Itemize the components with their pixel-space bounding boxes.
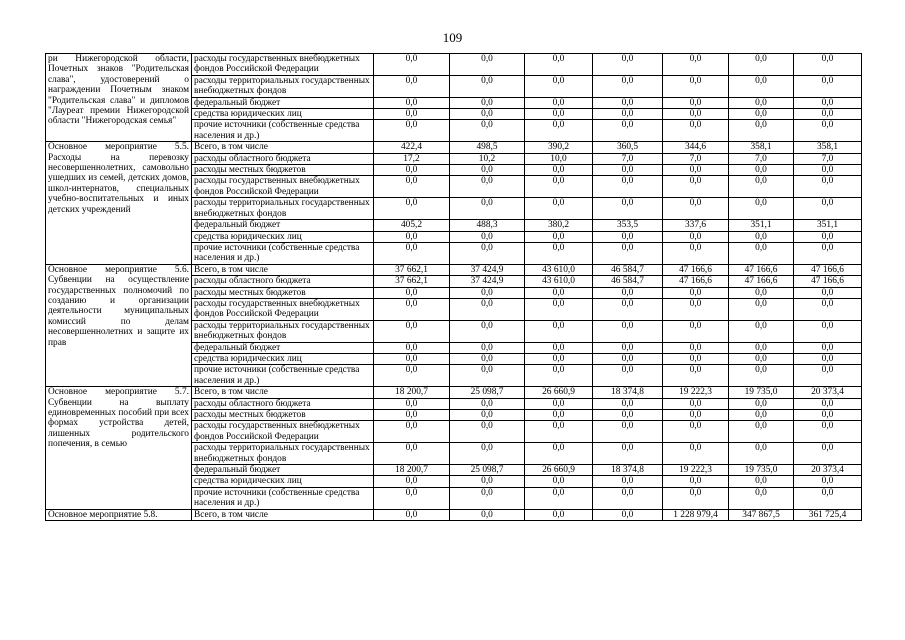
amount-cell: 0,0 (663, 97, 729, 108)
amount-cell: 0,0 (729, 421, 794, 443)
amount-cell: 358,1 (729, 142, 794, 153)
funding-source: средства юридических лиц (192, 109, 374, 120)
amount-cell: 361 725,4 (794, 509, 862, 520)
amount-cell: 360,5 (593, 142, 663, 153)
amount-cell: 0,0 (794, 176, 862, 198)
amount-cell: 0,0 (374, 365, 450, 387)
amount-cell: 0,0 (663, 165, 729, 176)
amount-cell: 7,0 (794, 153, 862, 164)
amount-cell: 0,0 (525, 509, 593, 520)
amount-cell: 19 222,3 (663, 387, 729, 398)
amount-cell: 0,0 (663, 54, 729, 76)
amount-cell: 0,0 (374, 353, 450, 364)
amount-cell: 0,0 (593, 176, 663, 198)
amount-cell: 0,0 (794, 287, 862, 298)
amount-cell: 0,0 (525, 198, 593, 220)
amount-cell: 0,0 (450, 120, 525, 142)
funding-source: расходы областного бюджета (192, 398, 374, 409)
amount-cell: 351,1 (729, 220, 794, 231)
amount-cell: 0,0 (450, 176, 525, 198)
funding-source: прочие источники (собственные средства населения и др.) (192, 242, 374, 264)
amount-cell: 0,0 (374, 398, 450, 409)
amount-cell: 0,0 (525, 231, 593, 242)
amount-cell: 18 200,7 (374, 387, 450, 398)
funding-source: расходы государственных внебюджетных фондов Российской Федерации (192, 421, 374, 443)
amount-cell: 1 228 979,4 (663, 509, 729, 520)
amount-cell: 0,0 (374, 120, 450, 142)
table-row (46, 54, 862, 76)
amount-cell: 337,6 (663, 220, 729, 231)
amount-cell: 0,0 (450, 353, 525, 364)
amount-cell: 0,0 (450, 109, 525, 120)
amount-cell: 0,0 (729, 198, 794, 220)
amount-cell: 0,0 (450, 165, 525, 176)
amount-cell: 0,0 (525, 165, 593, 176)
amount-cell: 0,0 (663, 298, 729, 320)
amount-cell: 0,0 (794, 443, 862, 465)
amount-cell: 0,0 (729, 120, 794, 142)
amount-cell: 26 660,9 (525, 465, 593, 476)
amount-cell: 0,0 (450, 54, 525, 76)
amount-cell: 0,0 (729, 487, 794, 509)
activity-description: Основное мероприятие 5.8. (46, 509, 192, 520)
amount-cell: 0,0 (525, 398, 593, 409)
amount-cell: 0,0 (450, 298, 525, 320)
table-row (46, 387, 862, 398)
amount-cell: 0,0 (663, 487, 729, 509)
amount-cell: 0,0 (794, 398, 862, 409)
amount-cell: 0,0 (450, 421, 525, 443)
amount-cell: 25 098,7 (450, 465, 525, 476)
amount-cell: 0,0 (525, 120, 593, 142)
amount-cell: 0,0 (450, 75, 525, 97)
amount-cell: 0,0 (729, 176, 794, 198)
amount-cell: 0,0 (663, 365, 729, 387)
amount-cell: 0,0 (525, 242, 593, 264)
amount-cell: 0,0 (663, 198, 729, 220)
amount-cell: 0,0 (525, 97, 593, 108)
amount-cell: 0,0 (525, 75, 593, 97)
amount-cell: 0,0 (374, 487, 450, 509)
amount-cell: 0,0 (729, 443, 794, 465)
amount-cell: 0,0 (663, 443, 729, 465)
amount-cell: 37 662,1 (374, 264, 450, 275)
amount-cell: 0,0 (794, 476, 862, 487)
amount-cell: 0,0 (525, 421, 593, 443)
funding-source: прочие источники (собственные средства населения и др.) (192, 120, 374, 142)
amount-cell: 0,0 (593, 320, 663, 342)
amount-cell: 0,0 (593, 365, 663, 387)
amount-cell: 0,0 (593, 287, 663, 298)
amount-cell: 0,0 (593, 443, 663, 465)
amount-cell: 0,0 (794, 365, 862, 387)
amount-cell: 0,0 (729, 97, 794, 108)
activity-description: ри Нижегородской области, Почетных знаков "Родительская слава", удостоверений о награждении Почетным знаком "Родительская слава" и дипломов "Лауреат премии Нижегородской области "Нижегородская семья" (46, 54, 192, 142)
table-row (46, 142, 862, 153)
amount-cell: 0,0 (374, 97, 450, 108)
amount-cell: 405,2 (374, 220, 450, 231)
amount-cell: 0,0 (794, 320, 862, 342)
amount-cell: 18 374,8 (593, 387, 663, 398)
amount-cell: 0,0 (663, 120, 729, 142)
amount-cell: 0,0 (729, 353, 794, 364)
funding-source: расходы государственных внебюджетных фондов Российской Федерации (192, 298, 374, 320)
amount-cell: 422,4 (374, 142, 450, 153)
amount-cell: 0,0 (729, 476, 794, 487)
amount-cell: 0,0 (593, 476, 663, 487)
amount-cell: 0,0 (525, 365, 593, 387)
amount-cell: 47 166,6 (663, 276, 729, 287)
funding-source: расходы территориальных государственных внебюджетных фондов (192, 320, 374, 342)
funding-source: расходы государственных внебюджетных фондов Российской Федерации (192, 176, 374, 198)
amount-cell: 0,0 (374, 242, 450, 264)
amount-cell: 0,0 (450, 443, 525, 465)
amount-cell: 43 610,0 (525, 276, 593, 287)
amount-cell: 0,0 (374, 54, 450, 76)
amount-cell: 0,0 (374, 176, 450, 198)
amount-cell: 0,0 (663, 342, 729, 353)
table-row (46, 264, 862, 275)
amount-cell: 0,0 (450, 476, 525, 487)
funding-source: расходы местных бюджетов (192, 165, 374, 176)
amount-cell: 0,0 (450, 509, 525, 520)
amount-cell: 0,0 (794, 298, 862, 320)
amount-cell: 380,2 (525, 220, 593, 231)
amount-cell: 0,0 (593, 75, 663, 97)
activity-description: Основное мероприятие 5.6. Субвенции на осуществление государственных полномочий по созданию и организации деятельности муниципальных комиссий по делам несовершеннолетних и защите их прав (46, 264, 192, 386)
amount-cell: 0,0 (525, 476, 593, 487)
amount-cell: 0,0 (525, 298, 593, 320)
amount-cell: 0,0 (450, 365, 525, 387)
amount-cell: 0,0 (525, 109, 593, 120)
amount-cell: 0,0 (374, 109, 450, 120)
funding-source: федеральный бюджет (192, 220, 374, 231)
funding-source: расходы областного бюджета (192, 276, 374, 287)
amount-cell: 0,0 (794, 75, 862, 97)
funding-source: федеральный бюджет (192, 342, 374, 353)
amount-cell: 0,0 (663, 75, 729, 97)
amount-cell: 0,0 (794, 198, 862, 220)
funding-source: расходы территориальных государственных внебюджетных фондов (192, 75, 374, 97)
amount-cell: 0,0 (729, 410, 794, 421)
funding-source: расходы территориальных государственных внебюджетных фондов (192, 198, 374, 220)
amount-cell: 0,0 (729, 109, 794, 120)
amount-cell: 0,0 (593, 353, 663, 364)
amount-cell: 10,0 (525, 153, 593, 164)
funding-source: расходы областного бюджета (192, 153, 374, 164)
funding-source: Всего, в том числе (192, 509, 374, 520)
amount-cell: 0,0 (374, 421, 450, 443)
funding-source: средства юридических лиц (192, 476, 374, 487)
amount-cell: 0,0 (729, 298, 794, 320)
amount-cell: 0,0 (593, 242, 663, 264)
amount-cell: 0,0 (374, 198, 450, 220)
funding-source: прочие источники (собственные средства населения и др.) (192, 365, 374, 387)
amount-cell: 351,1 (794, 220, 862, 231)
amount-cell: 0,0 (663, 109, 729, 120)
amount-cell: 0,0 (374, 443, 450, 465)
amount-cell: 0,0 (525, 410, 593, 421)
amount-cell: 0,0 (794, 109, 862, 120)
amount-cell: 0,0 (663, 320, 729, 342)
amount-cell: 0,0 (525, 320, 593, 342)
amount-cell: 358,1 (794, 142, 862, 153)
amount-cell: 0,0 (729, 320, 794, 342)
funding-source: средства юридических лиц (192, 353, 374, 364)
amount-cell: 0,0 (663, 242, 729, 264)
amount-cell: 46 584,7 (593, 276, 663, 287)
amount-cell: 37 424,9 (450, 276, 525, 287)
amount-cell: 0,0 (794, 242, 862, 264)
amount-cell: 0,0 (450, 287, 525, 298)
page-number: 109 (442, 30, 463, 45)
amount-cell: 0,0 (525, 487, 593, 509)
amount-cell: 47 166,6 (729, 276, 794, 287)
amount-cell: 17,2 (374, 153, 450, 164)
amount-cell: 0,0 (663, 353, 729, 364)
amount-cell: 0,0 (450, 231, 525, 242)
amount-cell: 0,0 (593, 410, 663, 421)
amount-cell: 0,0 (794, 410, 862, 421)
amount-cell: 19 735,0 (729, 465, 794, 476)
amount-cell: 0,0 (593, 509, 663, 520)
funding-source: Всего, в том числе (192, 142, 374, 153)
funding-source: прочие источники (собственные средства населения и др.) (192, 487, 374, 509)
amount-cell: 0,0 (663, 287, 729, 298)
amount-cell: 0,0 (525, 54, 593, 76)
amount-cell: 0,0 (450, 342, 525, 353)
amount-cell: 0,0 (729, 231, 794, 242)
amount-cell: 0,0 (794, 353, 862, 364)
amount-cell: 47 166,6 (794, 276, 862, 287)
amount-cell: 0,0 (525, 443, 593, 465)
amount-cell: 19 735,0 (729, 387, 794, 398)
amount-cell: 0,0 (374, 75, 450, 97)
amount-cell: 0,0 (794, 342, 862, 353)
amount-cell: 0,0 (794, 165, 862, 176)
amount-cell: 0,0 (374, 298, 450, 320)
amount-cell: 0,0 (729, 165, 794, 176)
amount-cell: 18 200,7 (374, 465, 450, 476)
amount-cell: 0,0 (663, 176, 729, 198)
amount-cell: 0,0 (593, 487, 663, 509)
amount-cell: 0,0 (450, 410, 525, 421)
amount-cell: 19 222,3 (663, 465, 729, 476)
amount-cell: 0,0 (729, 54, 794, 76)
amount-cell: 47 166,6 (794, 264, 862, 275)
amount-cell: 0,0 (593, 165, 663, 176)
amount-cell: 0,0 (450, 320, 525, 342)
amount-cell: 25 098,7 (450, 387, 525, 398)
amount-cell: 0,0 (794, 231, 862, 242)
funding-source: расходы местных бюджетов (192, 410, 374, 421)
amount-cell: 47 166,6 (663, 264, 729, 275)
amount-cell: 0,0 (593, 231, 663, 242)
amount-cell: 10,2 (450, 153, 525, 164)
amount-cell: 0,0 (525, 342, 593, 353)
amount-cell: 0,0 (593, 342, 663, 353)
amount-cell: 43 610,0 (525, 264, 593, 275)
amount-cell: 0,0 (374, 231, 450, 242)
amount-cell: 0,0 (593, 398, 663, 409)
amount-cell: 0,0 (794, 54, 862, 76)
amount-cell: 0,0 (593, 298, 663, 320)
amount-cell: 344,6 (663, 142, 729, 153)
amount-cell: 37 424,9 (450, 264, 525, 275)
amount-cell: 0,0 (374, 509, 450, 520)
amount-cell: 0,0 (525, 353, 593, 364)
amount-cell: 26 660,9 (525, 387, 593, 398)
amount-cell: 0,0 (729, 365, 794, 387)
amount-cell: 0,0 (374, 476, 450, 487)
amount-cell: 0,0 (794, 487, 862, 509)
amount-cell: 0,0 (593, 97, 663, 108)
amount-cell: 0,0 (593, 421, 663, 443)
amount-cell: 0,0 (794, 421, 862, 443)
funding-source: Всего, в том числе (192, 264, 374, 275)
amount-cell: 0,0 (663, 231, 729, 242)
amount-cell: 498,5 (450, 142, 525, 153)
amount-cell: 0,0 (593, 198, 663, 220)
funding-source: средства юридических лиц (192, 231, 374, 242)
amount-cell: 0,0 (794, 97, 862, 108)
amount-cell: 18 374,8 (593, 465, 663, 476)
amount-cell: 0,0 (593, 54, 663, 76)
amount-cell: 20 373,4 (794, 387, 862, 398)
table-body (46, 54, 862, 521)
amount-cell: 347 867,5 (729, 509, 794, 520)
amount-cell: 0,0 (450, 242, 525, 264)
budget-table (45, 53, 862, 521)
amount-cell: 0,0 (450, 398, 525, 409)
amount-cell: 0,0 (663, 398, 729, 409)
amount-cell: 0,0 (374, 410, 450, 421)
amount-cell: 0,0 (663, 421, 729, 443)
amount-cell: 0,0 (729, 342, 794, 353)
amount-cell: 0,0 (450, 198, 525, 220)
amount-cell: 37 662,1 (374, 276, 450, 287)
funding-source: расходы государственных внебюджетных фондов Российской Федерации (192, 54, 374, 76)
amount-cell: 0,0 (663, 476, 729, 487)
amount-cell: 0,0 (729, 398, 794, 409)
table-row (46, 509, 862, 520)
amount-cell: 7,0 (729, 153, 794, 164)
funding-source: расходы территориальных государственных внебюджетных фондов (192, 443, 374, 465)
funding-source: расходы местных бюджетов (192, 287, 374, 298)
amount-cell: 0,0 (450, 97, 525, 108)
amount-cell: 0,0 (593, 120, 663, 142)
amount-cell: 390,2 (525, 142, 593, 153)
amount-cell: 7,0 (593, 153, 663, 164)
funding-source: Всего, в том числе (192, 387, 374, 398)
amount-cell: 0,0 (729, 287, 794, 298)
amount-cell: 0,0 (374, 342, 450, 353)
amount-cell: 0,0 (729, 242, 794, 264)
amount-cell: 0,0 (593, 109, 663, 120)
amount-cell: 0,0 (374, 287, 450, 298)
amount-cell: 0,0 (729, 75, 794, 97)
amount-cell: 0,0 (525, 176, 593, 198)
amount-cell: 7,0 (663, 153, 729, 164)
amount-cell: 20 373,4 (794, 465, 862, 476)
amount-cell: 0,0 (794, 120, 862, 142)
amount-cell: 488,3 (450, 220, 525, 231)
activity-description: Основное мероприятие 5.5. Расходы на перевозку несовершеннолетних, самовольно ушедших из семей, детских домов, школ-интернатов, специальных учебно-воспитательных и иных детских учреждений (46, 142, 192, 264)
funding-source: федеральный бюджет (192, 465, 374, 476)
amount-cell: 0,0 (374, 320, 450, 342)
funding-source: федеральный бюджет (192, 97, 374, 108)
amount-cell: 47 166,6 (729, 264, 794, 275)
amount-cell: 0,0 (525, 287, 593, 298)
amount-cell: 0,0 (450, 487, 525, 509)
amount-cell: 46 584,7 (593, 264, 663, 275)
activity-description: Основное мероприятие 5.7. Субвенции на выплату единовременных пособий при всех формах устройства детей, лишенных родительского попечения, в семью (46, 387, 192, 509)
amount-cell: 0,0 (663, 410, 729, 421)
amount-cell: 353,5 (593, 220, 663, 231)
amount-cell: 0,0 (374, 165, 450, 176)
